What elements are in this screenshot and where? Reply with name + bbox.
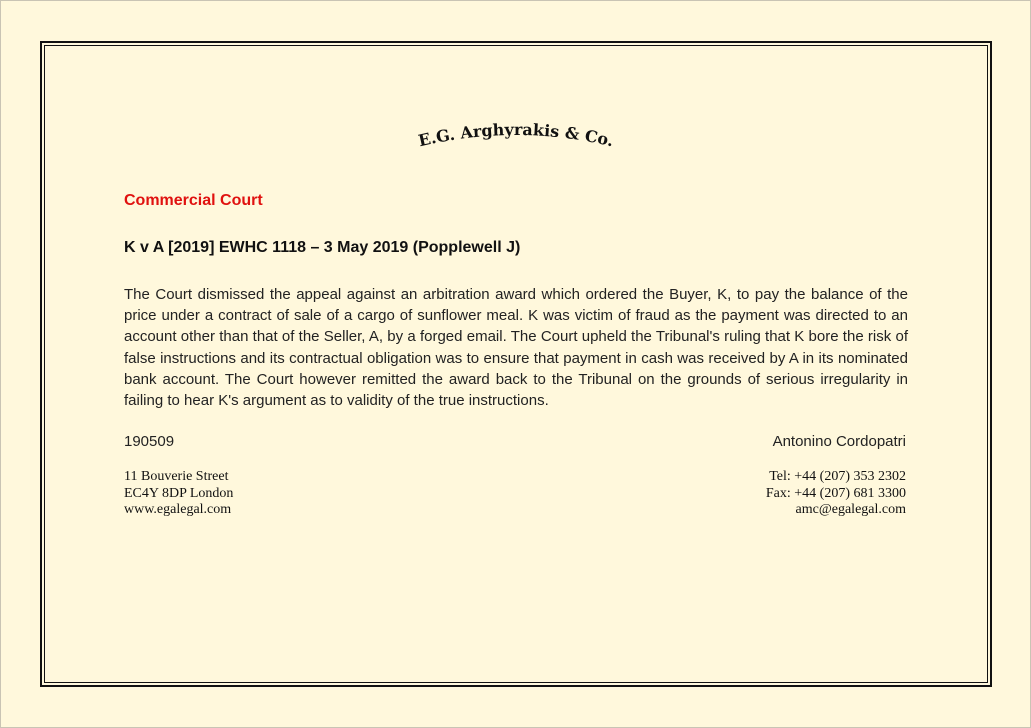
address-block bbox=[124, 469, 233, 519]
firm-logo bbox=[0, 118, 1031, 163]
telephone: Tel: +44 (207) 353 2302 bbox=[769, 469, 906, 484]
email-link[interactable]: amc@egalegal.com bbox=[795, 502, 906, 517]
firm-name bbox=[416, 120, 615, 150]
address-street: 11 Bouverie Street bbox=[124, 469, 229, 484]
case-title: K v A [2019] EWHC 1118 – 3 May 2019 (Popplewell J) bbox=[124, 239, 521, 256]
fax: Fax: +44 (207) 681 3300 bbox=[765, 485, 906, 501]
case-summary: The Court dismissed the appeal against an arbitration award which ordered the Buyer, K, to pay the balance of the price under a contract of sale of a cargo of sunflower meal. K was victim of fraud as the payment was directed to an account other than that of the Seller, A, by a forged email. The Court upheld the Tribunal's ruling that K bore the risk of false instructions and its contractual obligation was to ensure that payment in cash was received by A in its nominated bank account. The Court however remitted the award back to the Tribunal on the grounds of serious irregularity in failing to hear K's argument as to validity of the true instructions. bbox=[124, 286, 908, 410]
court-heading: Commercial Court bbox=[124, 192, 263, 209]
address-city: EC4Y 8DP London bbox=[124, 485, 234, 501]
reference-number: 190509 bbox=[124, 433, 175, 450]
contact-block bbox=[766, 469, 906, 519]
firm-name-path: E.G. Arghyrakis & Co. bbox=[415, 119, 616, 151]
author-name: Antonino Cordopatri bbox=[772, 433, 906, 450]
firm-logo-wordmark bbox=[396, 118, 636, 158]
website-link[interactable]: www.egalegal.com bbox=[124, 502, 232, 517]
